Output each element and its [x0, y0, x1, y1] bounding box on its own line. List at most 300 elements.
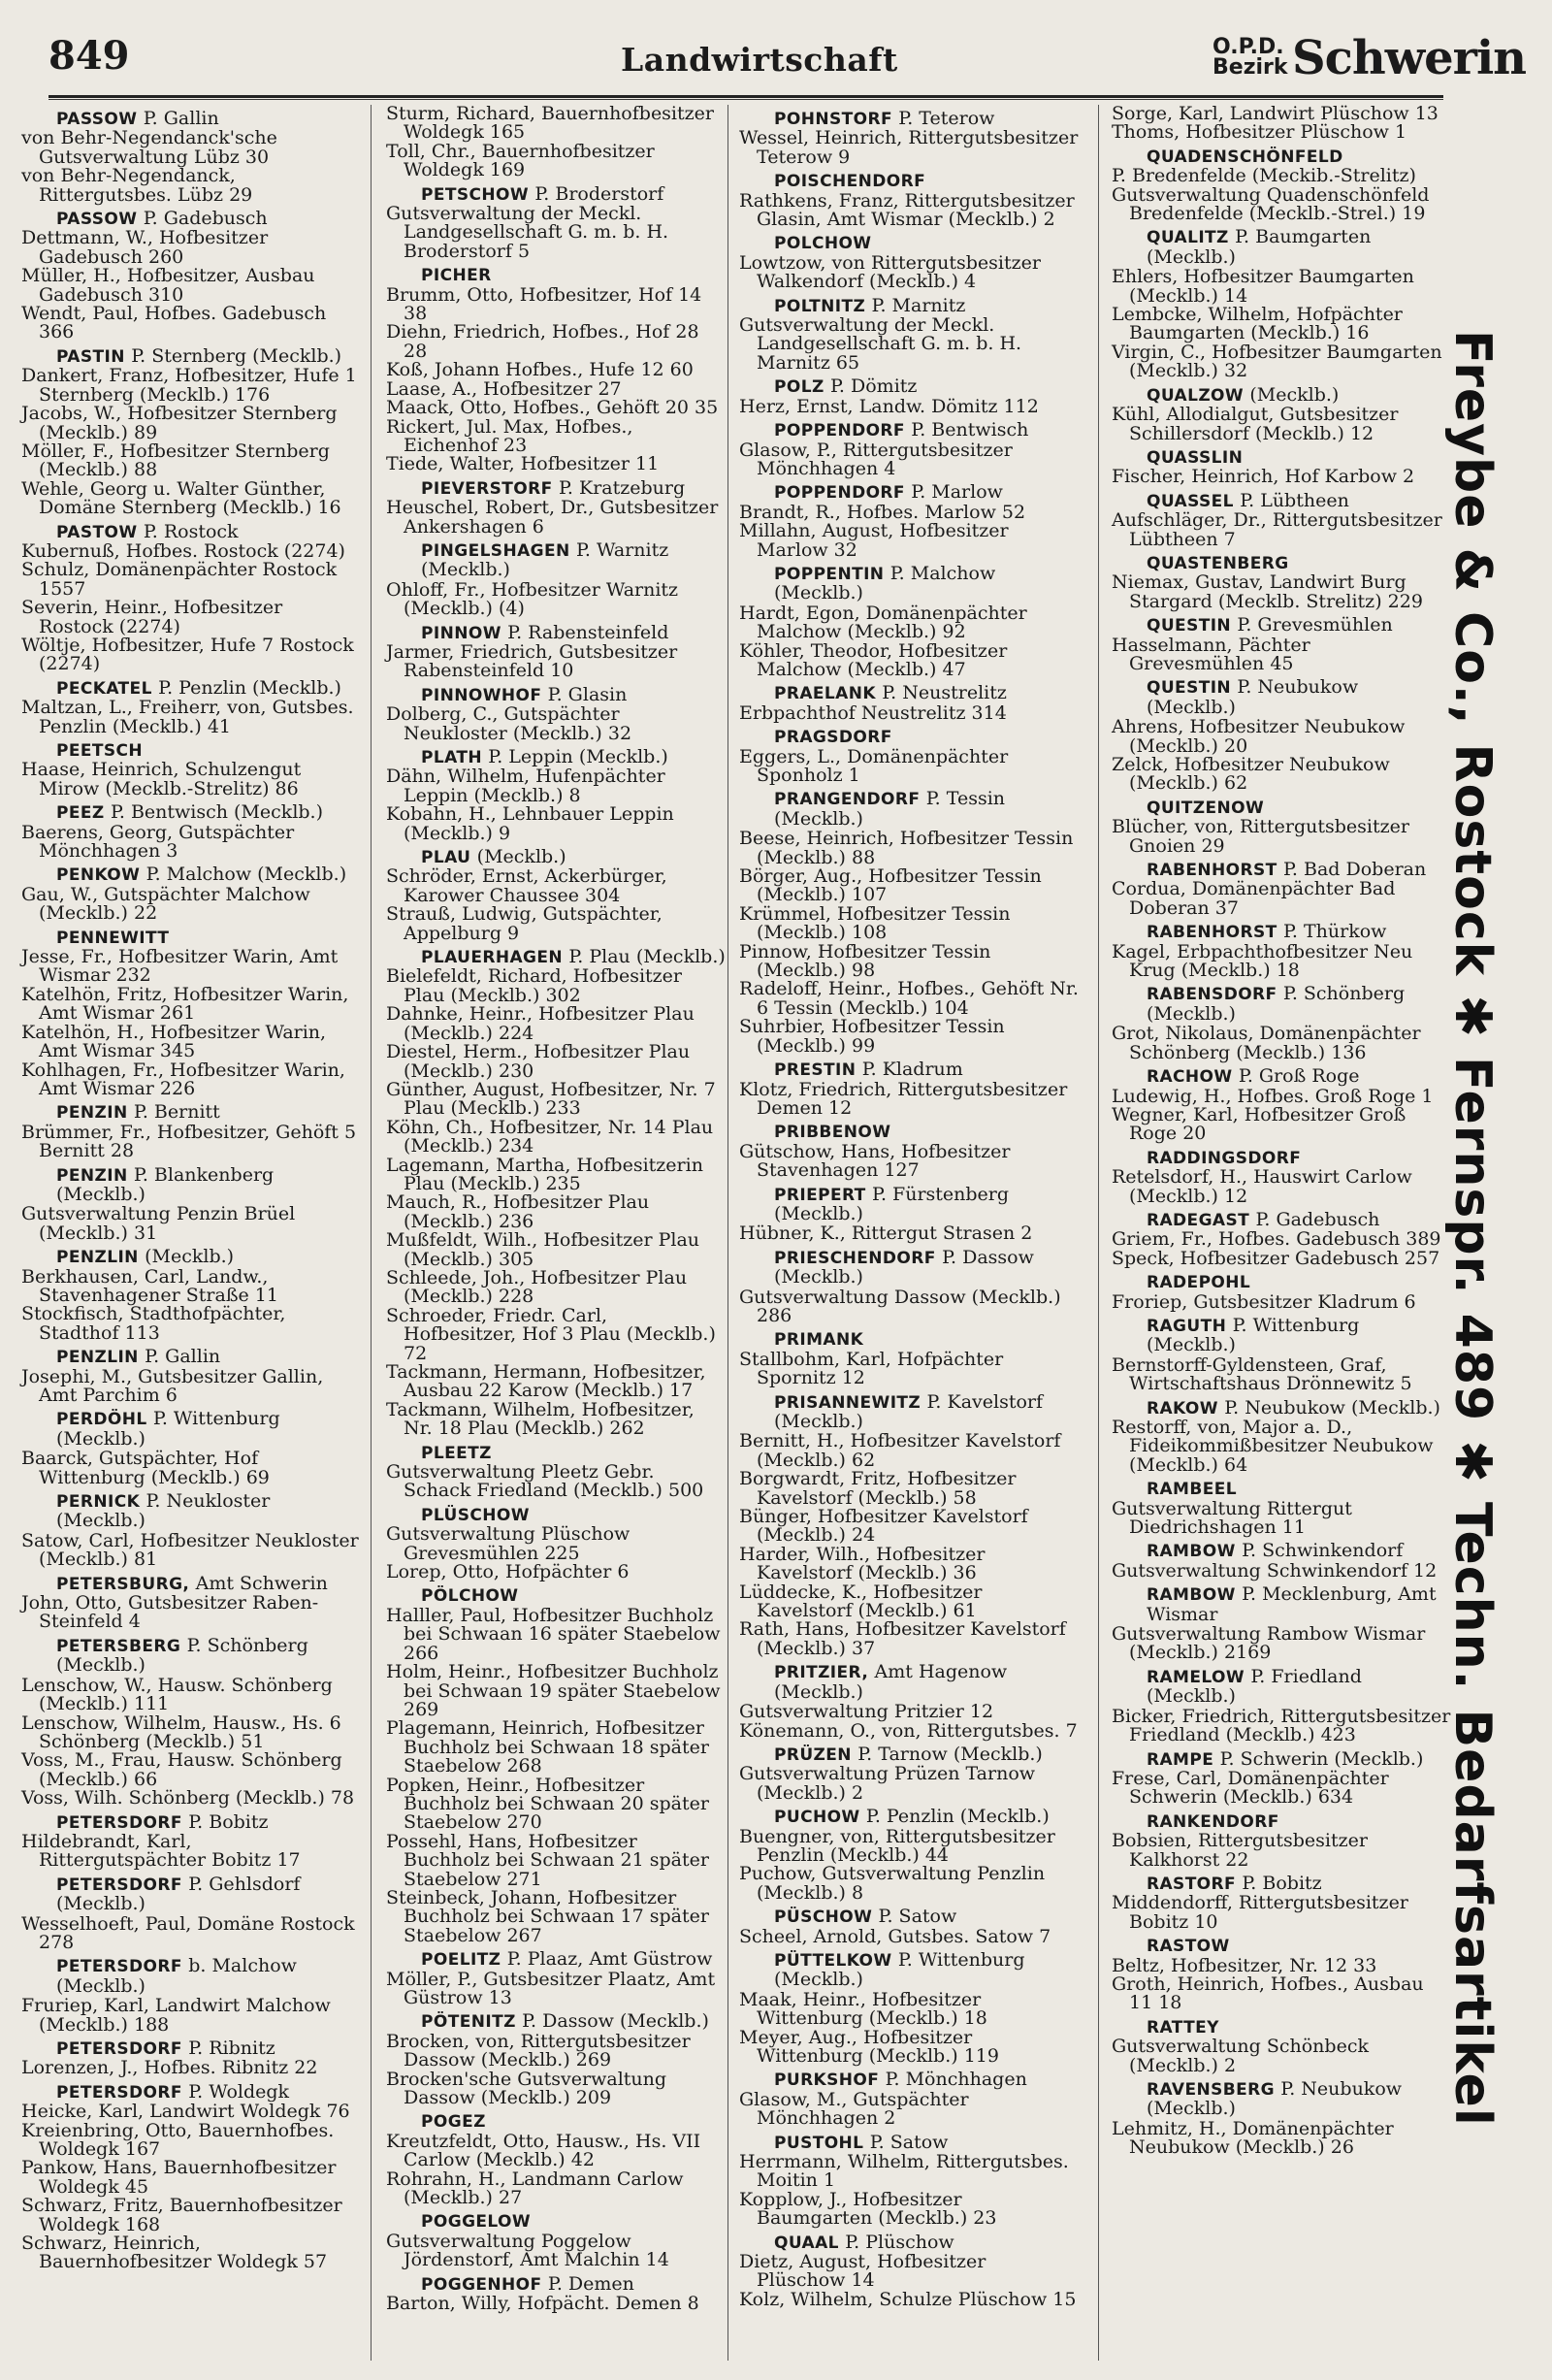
directory-entry: Baerens, Georg, Gutspächter Mönchhagen 3: [21, 821, 295, 863]
post-office: P. Dassow (Mecklb.): [522, 2010, 709, 2033]
place-name: RASTOW: [1147, 1937, 1230, 1957]
directory-entry: Gutsverwaltung Dassow (Mecklb.) 286: [739, 1286, 1061, 1326]
directory-entry: Schroeder, Friedr. Carl, Hofbesitzer, Hof 3 Plau (Mecklb.) 72: [386, 1304, 716, 1364]
post-office: P. Malchow (Mecklb.): [774, 562, 996, 604]
directory-entry: Brocken'sche Gutsverwaltung Dassow (Mecklb.) 209: [386, 2068, 667, 2109]
place-name: QUALZOW: [1147, 385, 1245, 406]
post-office: P. Groß Roge: [1238, 1065, 1360, 1088]
place-name: PETERSDORF: [56, 2082, 182, 2103]
place-name: PENKOW: [56, 865, 141, 886]
directory-entry: Gutsverwaltung der Meckl. Landgesellschaft G. m. b. H. Broderstorf 5: [386, 203, 669, 262]
place-name: POPPENDORF: [774, 421, 905, 441]
directory-entry: Frese, Carl, Domänenpächter Schwerin (Mecklb.) 634: [1112, 1767, 1389, 1809]
post-office: P. Marnitz: [871, 294, 966, 316]
place-name: PRESTIN: [774, 1060, 857, 1081]
post-office: P. Rabensteinfeld: [507, 621, 669, 643]
column-2: [386, 105, 726, 2314]
place-name: PETSCHOW: [421, 184, 530, 205]
place-name: PRITZIER,: [774, 1663, 869, 1683]
place-name: POHNSTORF: [774, 110, 892, 129]
directory-entry: Gütschow, Hans, Hofbesitzer Stavenhagen 127: [739, 1140, 1011, 1182]
place-heading: [739, 1745, 1079, 1765]
place-heading: [386, 748, 726, 767]
post-office: (Mecklb.): [476, 846, 566, 868]
place-heading: [1112, 923, 1451, 942]
place-name: RAVENSBERG: [1147, 2080, 1275, 2100]
directory-entry: Kubernuß, Hofbes. Rostock (2274): [21, 539, 345, 562]
place-heading: [21, 2080, 361, 2103]
place-name: PIEVERSTORF: [421, 478, 553, 499]
place-heading: [386, 476, 726, 499]
directory-entry: Diestel, Herm., Hofbesitzer Plau (Mecklb.) 230: [386, 1041, 691, 1082]
place-name: PICHER: [421, 266, 492, 286]
directory-entry: Kopplow, J., Hofbesitzer Baumgarten (Mecklb.) 23: [739, 2188, 997, 2230]
place-heading: [1112, 861, 1451, 880]
directory-entry: Kohlhagen, Fr., Hofbesitzer Warin, Amt Wismar 226: [21, 1059, 345, 1099]
directory-entry: Thoms, Hofbesitzer Plüschow 1: [1112, 121, 1407, 144]
post-office: P. Kavelstorf (Mecklb.): [774, 1390, 1044, 1432]
page-header: [48, 29, 1527, 98]
post-office: (Mecklb.): [1249, 383, 1340, 406]
place-heading: [386, 683, 726, 705]
place-name: RAGUTH: [1147, 1316, 1227, 1336]
post-office: P. Tarnow (Mecklb.): [857, 1743, 1043, 1765]
post-office: P. Sternberg (Mecklb.): [131, 344, 342, 367]
directory-entry: Hübner, K., Rittergut Strasen 2: [739, 1223, 1033, 1245]
post-office: P. Plüschow: [845, 2231, 954, 2253]
place-heading: [739, 1183, 1079, 1225]
post-office: P. Bentwisch: [911, 419, 1029, 441]
place-name: RAMPE: [1147, 1749, 1214, 1770]
place-heading: [1112, 1872, 1451, 1894]
place-name: RADDINGSDORF: [1147, 1148, 1302, 1168]
place-name: PÜSCHOW: [774, 1907, 873, 1928]
directory-entry: Pinnow, Hofbesitzer Tessin (Mecklb.) 98: [739, 940, 991, 982]
place-heading: [1112, 1480, 1451, 1499]
place-heading: [386, 2272, 726, 2295]
post-office: P. Warnitz (Mecklb.): [421, 538, 669, 581]
place-name: PETERSDORF: [56, 1957, 182, 1977]
directory-entry: Möller, F., Hofbesitzer Sternberg (Mecklb.) 88: [21, 440, 330, 481]
place-heading: [21, 676, 361, 699]
column-1: [21, 105, 361, 2272]
directory-entry: Katelhön, Fritz, Hofbesitzer Warin, Amt Wismar 261: [21, 983, 349, 1025]
place-heading: [1112, 799, 1451, 818]
place-name: QUADENSCHÖNFELD: [1147, 147, 1343, 167]
place-name: PRAGSDORF: [774, 728, 892, 748]
place-name: PASSOW: [56, 110, 138, 129]
place-heading: [21, 1634, 361, 1677]
column-divider: [371, 105, 372, 2361]
directory-columns: [21, 103, 1451, 2370]
directory-entry: Bielefeldt, Richard, Hofbesitzer Plau (Mecklb.) 302: [386, 965, 682, 1006]
directory-entry: Harder, Wilh., Hofbesitzer Kavelstorf (Mecklb.) 36: [739, 1543, 986, 1584]
place-heading: [21, 1572, 361, 1594]
place-heading: [739, 728, 1079, 747]
directory-entry: Gutsverwaltung Prüzen Tarnow (Mecklb.) 2: [739, 1763, 1036, 1804]
directory-entry: Halller, Paul, Hofbesitzer Buchholz bei Schwaan 16 später Staebelow 266: [386, 1604, 721, 1664]
place-name: PECKATEL: [56, 678, 152, 699]
directory-entry: Tackmann, Wilhelm, Hofbesitzer, Nr. 18 Plau (Mecklb.) 262: [386, 1398, 695, 1440]
post-office: P. Plaaz, Amt Güstrow: [506, 1948, 713, 1971]
directory-entry: Diehn, Friedrich, Hofbes., Hof 28 28: [386, 321, 699, 362]
directory-entry: Maak, Heinr., Hofbesitzer Wittenburg (Mecklb.) 18: [739, 1988, 987, 2030]
directory-entry: Kreutzfeldt, Otto, Hausw., Hs. VII Carlow (Mecklb.) 42: [386, 2130, 701, 2171]
place-heading: [739, 377, 1079, 397]
directory-entry: Barton, Willy, Hofpächt. Demen 8: [386, 2293, 699, 2315]
directory-entry: Mauch, R., Hofbesitzer Plau (Mecklb.) 236: [386, 1191, 650, 1232]
place-name: PENNEWITT: [56, 928, 170, 948]
place-heading: [21, 1248, 361, 1267]
place-heading: [1112, 228, 1451, 268]
directory-entry: Glasow, M., Gutspächter Mönchhagen 2: [739, 2088, 969, 2130]
directory-entry: Erbpachthof Neustrelitz 314: [739, 701, 1007, 724]
place-name: PINNOWHOF: [421, 685, 542, 705]
place-heading: [739, 1330, 1079, 1350]
directory-entry: Hardt, Egon, Domänenpächter Malchow (Mecklb.) 92: [739, 602, 1027, 643]
post-office: P. Baumgarten (Mecklb.): [1147, 226, 1372, 268]
place-name: PETERSDORF: [56, 1812, 182, 1833]
directory-entry: Eggers, L., Domänenpächter Sponholz 1: [739, 745, 1009, 786]
place-name: QUASTENBERG: [1147, 553, 1289, 573]
place-heading: [386, 1950, 726, 1970]
place-heading: [1112, 1665, 1451, 1708]
post-office: P. Fürstenberg (Mecklb.): [774, 1183, 1010, 1224]
directory-entry: Gutsverwaltung Rittergut Diedrichshagen 11: [1112, 1497, 1352, 1539]
place-heading: [739, 1663, 1079, 1703]
directory-entry: Voss, Wilh. Schönberg (Mecklb.) 78: [21, 1787, 355, 1809]
place-name: PRIMANK: [774, 1330, 864, 1351]
place-heading: [21, 1957, 361, 1997]
directory-entry: Griem, Fr., Hofbes. Gadebusch 389: [1112, 1228, 1441, 1251]
place-name: RACHOW: [1147, 1067, 1233, 1088]
directory-entry: Gutsverwaltung Poggelow Jördenstorf, Amt Malchin 14: [386, 2230, 669, 2271]
place-name: RAMELOW: [1147, 1667, 1245, 1687]
directory-entry: Schleede, Joh., Hofbesitzer Plau (Mecklb.) 228: [386, 1266, 688, 1308]
directory-entry: Severin, Heinr., Hofbesitzer Rostock (2274): [21, 597, 283, 637]
directory-entry: Gutsverwaltung Penzin Brüel (Mecklb.) 31: [21, 1203, 296, 1244]
directory-entry: Schwarz, Fritz, Bauernhofbesitzer Woldegk 168: [21, 2195, 342, 2235]
place-heading: [386, 2112, 726, 2132]
directory-entry: Zelck, Hofbesitzer Neubukow (Mecklb.) 62: [1112, 754, 1390, 795]
post-office: P. Glasin: [547, 683, 628, 705]
directory-entry: Bobsien, Rittergutsbesitzer Kalkhorst 22: [1112, 1830, 1368, 1871]
directory-entry: P. Bredenfelde (Meckib.-Strelitz): [1112, 165, 1416, 187]
directory-entry: Börger, Aug., Hofbesitzer Tessin (Mecklb.) 107: [739, 865, 1042, 906]
place-heading: [1112, 147, 1451, 167]
directory-entry: Hildebrandt, Karl, Rittergutspächter Bobitz 17: [21, 1830, 301, 1872]
place-name: RADEGAST: [1147, 1210, 1250, 1230]
directory-entry: Holm, Heinr., Hofbesitzer Buchholz bei Schwaan 19 später Staebelow 269: [386, 1661, 721, 1720]
place-name: PENZLIN: [56, 1348, 139, 1368]
place-name: RABENHORST: [1147, 923, 1277, 943]
post-office: P. Bobitz: [188, 1810, 269, 1833]
directory-entry: Radeloff, Heinr., Hofbes., Gehöft Nr. 6 Tessin (Mecklb.) 104: [739, 978, 1079, 1019]
directory-entry: Schwarz, Heinrich, Bauernhofbesitzer Woldegk 57: [21, 2233, 328, 2273]
place-heading: [1112, 1273, 1451, 1292]
directory-entry: Hasselmann, Pächter Grevesmühlen 45: [1112, 634, 1310, 674]
directory-entry: Dankert, Franz, Hofbesitzer, Hufe 1 Sternberg (Mecklb.) 176: [21, 365, 357, 406]
place-heading: [1112, 1208, 1451, 1230]
directory-entry: Dietz, August, Hofbesitzer Plüschow 14: [739, 2251, 986, 2292]
directory-entry: Lorep, Otto, Hofpächter 6: [386, 1561, 630, 1583]
post-office: P. Gallin: [143, 108, 219, 129]
directory-entry: Jacobs, W., Hofbesitzer Sternberg (Mecklb.) 89: [21, 403, 338, 443]
place-heading: [386, 948, 726, 967]
place-name: PLATH: [421, 748, 482, 767]
directory-entry: Kühl, Allodialgut, Gutsbesitzer Schillersdorf (Mecklb.) 12: [1112, 404, 1399, 444]
place-name: PASTOW: [56, 522, 138, 542]
post-office: P. Grevesmühlen: [1237, 614, 1393, 636]
directory-entry: Ahrens, Hofbesitzer Neubukow (Mecklb.) 20: [1112, 716, 1406, 757]
post-office: P. Schönberg (Mecklb.): [1147, 983, 1406, 1025]
place-heading: [739, 2233, 1079, 2253]
directory-entry: Rathkens, Franz, Rittergutsbesitzer Glasin, Amt Wismar (Mecklb.) 2: [739, 189, 1075, 231]
directory-entry: Strauß, Ludwig, Gutspächter, Appelburg 9: [386, 903, 663, 944]
directory-entry: Stallbohm, Karl, Hofpächter Spornitz 12: [739, 1348, 1004, 1389]
post-office: P. Schönberg (Mecklb.): [56, 1634, 308, 1677]
directory-entry: Wehle, Georg u. Walter Günther, Domäne Sternberg (Mecklb.) 16: [21, 477, 341, 519]
directory-entry: Kolz, Wilhelm, Schulze Plüschow 15: [739, 2288, 1077, 2310]
directory-entry: Mußfeldt, Wilh., Hofbesitzer Plau (Mecklb.) 305: [386, 1229, 700, 1270]
directory-entry: Ehlers, Hofbesitzer Baumgarten (Mecklb.) 14: [1112, 266, 1414, 307]
directory-entry: Meyer, Aug., Hofbesitzer Wittenburg (Mecklb.) 119: [739, 2026, 999, 2067]
directory-entry: Dolberg, C., Gutspächter Neukloster (Mecklb.) 32: [386, 703, 632, 744]
directory-entry: Bernitt, H., Hofbesitzer Kavelstorf (Mecklb.) 62: [739, 1430, 1061, 1471]
post-office: P. Plau (Mecklb.): [568, 946, 726, 968]
place-name: POGGELOW: [421, 2212, 532, 2233]
place-heading: [386, 266, 726, 285]
post-office: P. Schwerin (Mecklb.): [1219, 1747, 1424, 1770]
place-name: PENZIN: [56, 1103, 128, 1124]
post-office: P. Marlow: [911, 481, 1003, 504]
district-name: Schwerin: [1292, 31, 1527, 85]
directory-entry: Grot, Nikolaus, Domänenpächter Schönberg (Mecklb.) 136: [1112, 1023, 1421, 1063]
directory-entry: Möller, P., Gutsbesitzer Plaatz, Amt Güstrow 13: [386, 1968, 716, 2008]
directory-entry: Satow, Carl, Hofbesitzer Neukloster (Mecklb.) 81: [21, 1529, 359, 1571]
directory-entry: Heicke, Karl, Landwirt Woldegk 76: [21, 2101, 350, 2123]
directory-entry: Scheel, Arnold, Gutsbes. Satow 7: [739, 1925, 1051, 1947]
directory-entry: Beltz, Hofbesitzer, Nr. 12 33: [1112, 1954, 1377, 1976]
directory-entry: Glasow, P., Rittergutsbesitzer Mönchhagen 4: [739, 439, 1013, 479]
place-name: RAMBEEL: [1147, 1480, 1237, 1500]
directory-entry: Berkhausen, Carl, Landw., Stavenhagener Straße 11: [21, 1265, 278, 1306]
column-divider: [1098, 105, 1099, 2361]
place-heading: [386, 2212, 726, 2232]
place-heading: [1112, 1585, 1451, 1625]
place-heading: [21, 1410, 361, 1450]
place-name: RADEPOHL: [1147, 1273, 1251, 1293]
directory-entry: Brümmer, Fr., Hofbesitzer, Gehöft 5 Bernitt 28: [21, 1121, 357, 1162]
directory-entry: Ohloff, Fr., Hofbesitzer Warnitz (Mecklb.) (4): [386, 578, 679, 620]
post-office: P. Mönchhagen: [885, 2069, 1027, 2091]
place-name: PRIESCHENDORF: [774, 1248, 936, 1268]
directory-entry: Baarck, Gutspächter, Hof Wittenburg (Mecklb.) 69: [21, 1448, 270, 1488]
directory-entry: Krümmel, Hofbesitzer Tessin (Mecklb.) 108: [739, 902, 1011, 944]
place-heading: [1112, 1396, 1451, 1418]
district-label: [1212, 37, 1288, 78]
directory-entry: Lenschow, Wilhelm, Hausw., Hs. 6 Schönberg (Mecklb.) 51: [21, 1712, 341, 1752]
place-name: PURKSHOF: [774, 2070, 880, 2091]
directory-entry: Sturm, Richard, Bauernhofbesitzer Woldegk 165: [386, 103, 714, 144]
directory-entry: Possehl, Hans, Hofbesitzer Buchholz bei Schwaan 21 später Staebelow 271: [386, 1830, 709, 1890]
place-name: RASTORF: [1147, 1874, 1237, 1894]
place-heading: [739, 790, 1079, 830]
directory-entry: Schröder, Ernst, Ackerbürger, Karower Chaussee 304: [386, 865, 667, 906]
place-heading: [21, 929, 361, 948]
place-heading: [21, 865, 361, 885]
place-heading: [21, 1348, 361, 1367]
directory-entry: Schulz, Domänenpächter Rostock 1557: [21, 559, 338, 600]
place-heading: [1112, 383, 1451, 406]
place-name: PRÜZEN: [774, 1744, 852, 1765]
directory-entry: Lenschow, W., Hausw. Schönberg (Mecklb.) 111: [21, 1674, 333, 1715]
place-name: RABENHORST: [1147, 861, 1277, 881]
place-heading: [21, 110, 361, 129]
place-heading: [21, 344, 361, 367]
directory-entry: Kobahn, H., Lehnbauer Leppin (Mecklb.) 9: [386, 803, 674, 844]
directory-entry: Millahn, August, Hofbesitzer Marlow 32: [739, 520, 1009, 561]
column-4: [1112, 105, 1451, 2158]
post-office: Amt Hagenow (Mecklb.): [774, 1661, 1008, 1703]
place-name: PINGELSHAGEN: [421, 540, 570, 561]
place-name: RAMBOW: [1147, 1542, 1236, 1562]
place-name: PETERSBURG,: [56, 1574, 190, 1594]
directory-entry: Haase, Heinrich, Schulzengut Mirow (Mecklb.-Strelitz) 86: [21, 759, 302, 799]
directory-entry: Toll, Chr., Bauernhofbesitzer Woldegk 169: [386, 140, 655, 181]
directory-entry: Brocken, von, Rittergutsbesitzer Dassow (Mecklb.) 269: [386, 2030, 691, 2071]
directory-entry: Herrmann, Wilhelm, Rittergutsbes. Moitin 1: [739, 2151, 1069, 2192]
directory-entry: Lorenzen, J., Hofbes. Ribnitz 22: [21, 2057, 318, 2079]
place-name: PENZLIN: [56, 1248, 139, 1268]
post-office: P. Gehlsdorf (Mecklb.): [56, 1873, 301, 1915]
place-name: POLCHOW: [774, 234, 872, 254]
place-name: PRANGENDORF: [774, 790, 921, 810]
place-heading: [386, 1506, 726, 1525]
directory-entry: Fischer, Heinrich, Hof Karbow 2: [1112, 466, 1415, 488]
directory-entry: Köhn, Ch., Hofbesitzer, Nr. 14 Plau (Mecklb.) 234: [386, 1116, 714, 1157]
directory-entry: von Behr-Negendanck, Rittergutsbes. Lübz 29: [21, 165, 253, 206]
place-name: RAMBOW: [1147, 1585, 1236, 1606]
directory-entry: Koß, Johann Hofbes., Hufe 12 60: [386, 359, 694, 381]
place-heading: [739, 1060, 1079, 1080]
place-name: QUAAL: [774, 2233, 839, 2253]
place-heading: [1112, 489, 1451, 511]
place-heading: [21, 1163, 361, 1206]
directory-entry: von Behr-Negendanck'sche Gutsverwaltung Lübz 30: [21, 127, 277, 168]
place-heading: [386, 2012, 726, 2032]
post-office: P. Schwinkendorf: [1242, 1540, 1404, 1562]
directory-entry: Maltzan, L., Freiherr, von, Gutsbes. Penzlin (Mecklb.) 41: [21, 697, 354, 737]
post-office: P. Gadebusch: [143, 208, 268, 230]
place-heading: [1112, 1937, 1451, 1956]
place-heading: [1112, 985, 1451, 1025]
directory-entry: Rickert, Jul. Max, Hofbes., Eichenhof 23: [386, 415, 633, 456]
post-office: P. Neubukow (Mecklb.): [1147, 2078, 1403, 2120]
post-office: P. Neubukow (Mecklb.): [1224, 1396, 1440, 1418]
place-heading: [1112, 1314, 1451, 1356]
place-heading: [1112, 1747, 1451, 1770]
directory-entry: Bernstorff-Gyldensteen, Graf, Wirtschaftshaus Drönnewitz 5: [1112, 1353, 1412, 1395]
directory-entry: Rath, Hans, Hofbesitzer Kavelstorf (Mecklb.) 37: [739, 1618, 1066, 1659]
place-name: QUESTIN: [1147, 678, 1232, 699]
post-office: P. Bobitz: [1242, 1872, 1322, 1894]
directory-entry: Wesselhoeft, Paul, Domäne Rostock 278: [21, 1912, 355, 1953]
directory-entry: Virgin, C., Hofbesitzer Baumgarten (Mecklb.) 32: [1112, 341, 1442, 382]
post-office: P. Gallin: [145, 1346, 221, 1368]
directory-entry: Gutsverwaltung Pritzier 12: [739, 1701, 994, 1723]
post-office: P. Friedland (Mecklb.): [1147, 1665, 1362, 1708]
place-name: PASTIN: [56, 346, 125, 367]
place-heading: [386, 1586, 726, 1606]
directory-entry: Borgwardt, Fritz, Hofbesitzer Kavelstorf (Mecklb.) 58: [739, 1468, 1017, 1509]
post-office: P. Kratzeburg: [558, 476, 686, 499]
directory-entry: Dähn, Wilhelm, Hufenpächter Leppin (Mecklb.) 8: [386, 766, 665, 806]
post-office: P. Satow: [869, 2131, 949, 2153]
directory-entry: Gutsverwaltung Rambow Wismar (Mecklb.) 2169: [1112, 1623, 1426, 1664]
directory-entry: Voss, M., Frau, Hausw. Schönberg (Mecklb.) 66: [21, 1749, 342, 1790]
place-heading: [739, 110, 1079, 129]
place-heading: [739, 1948, 1079, 1991]
post-office: P. Woldegk: [188, 2080, 290, 2103]
place-heading: [1112, 1542, 1451, 1561]
directory-entry: Gau, W., Gutspächter Malchow (Mecklb.) 22: [21, 883, 310, 925]
place-name: QUALITZ: [1147, 228, 1229, 248]
post-office: P. Bentwisch (Mecklb.): [110, 801, 324, 824]
place-name: PLAU: [421, 848, 471, 868]
directory-entry: Sorge, Karl, Landwirt Plüschow 13: [1112, 103, 1439, 124]
place-heading: [739, 684, 1079, 703]
directory-entry: Maack, Otto, Hofbes., Gehöft 20 35: [386, 397, 719, 419]
directory-entry: Müller, H., Hofbesitzer, Ausbau Gadebusch 310: [21, 265, 315, 306]
directory-entry: Steinbeck, Johann, Hofbesitzer Buchholz bei Schwaan 17 später Staebelow 267: [386, 1886, 709, 1946]
directory-entry: Katelhön, H., Hofbesitzer Warin, Amt Wismar 345: [21, 1021, 327, 1062]
directory-entry: Gutsverwaltung Schwinkendorf 12: [1112, 1559, 1438, 1581]
place-heading: [1112, 1149, 1451, 1168]
post-office: P. Penzlin (Mecklb.): [158, 676, 341, 699]
place-heading: [739, 562, 1079, 604]
place-name: PERNICK: [56, 1492, 141, 1513]
place-name: POISCHENDORF: [774, 172, 926, 192]
directory-entry: Lagemann, Martha, Hofbesitzerin Plau (Mecklb.) 235: [386, 1154, 703, 1194]
directory-entry: Wöltje, Hofbesitzer, Hufe 7 Rostock (2274): [21, 634, 354, 675]
post-office: P. Teterow: [898, 108, 995, 129]
place-name: POELITZ: [421, 1950, 501, 1971]
place-heading: [739, 483, 1079, 503]
directory-entry: Restorff, von, Major a. D., Fideikommißbesitzer Neubukow (Mecklb.) 64: [1112, 1417, 1434, 1476]
directory-entry: Gutsverwaltung Quadenschönfeld Bredenfelde (Mecklb.-Strel.) 19: [1112, 183, 1430, 225]
place-name: PLAUERHAGEN: [421, 948, 564, 968]
directory-entry: Stockfisch, Stadthofpächter, Stadthof 113: [21, 1303, 286, 1344]
place-heading: [739, 2070, 1079, 2090]
page-title: Landwirtschaft: [621, 41, 898, 79]
directory-entry: Jesse, Fr., Hofbesitzer Warin, Amt Wismar 232: [21, 946, 339, 987]
place-name: PRIBBENOW: [774, 1123, 891, 1143]
post-office: P. Ribnitz: [188, 2038, 275, 2059]
directory-entry: Gutsverwaltung der Meckl. Landgesellschaft G. m. b. H. Marnitz 65: [739, 314, 1022, 374]
directory-entry: Bünger, Hofbesitzer Kavelstorf (Mecklb.) 24: [739, 1506, 1028, 1547]
post-office: P. Lübtheen: [1240, 489, 1349, 511]
directory-entry: Gutsverwaltung Schönbeck (Mecklb.) 2: [1112, 2036, 1369, 2076]
place-heading: [1112, 1067, 1451, 1087]
post-office: P. Wittenburg (Mecklb.): [1147, 1314, 1360, 1356]
directory-entry: Buengner, von, Rittergutsbesitzer Penzlin (Mecklb.) 44: [739, 1825, 1055, 1866]
post-office: P. Dömitz: [830, 375, 918, 398]
place-heading: [739, 1808, 1079, 1827]
directory-entry: Jarmer, Friedrich, Gutsbesitzer Rabensteinfeld 10: [386, 640, 678, 682]
directory-entry: Gutsverwaltung Pleetz Gebr. Schack Friedland (Mecklb.) 500: [386, 1461, 704, 1502]
directory-entry: Puchow, Gutsverwaltung Penzlin (Mecklb.) 8: [739, 1863, 1046, 1904]
